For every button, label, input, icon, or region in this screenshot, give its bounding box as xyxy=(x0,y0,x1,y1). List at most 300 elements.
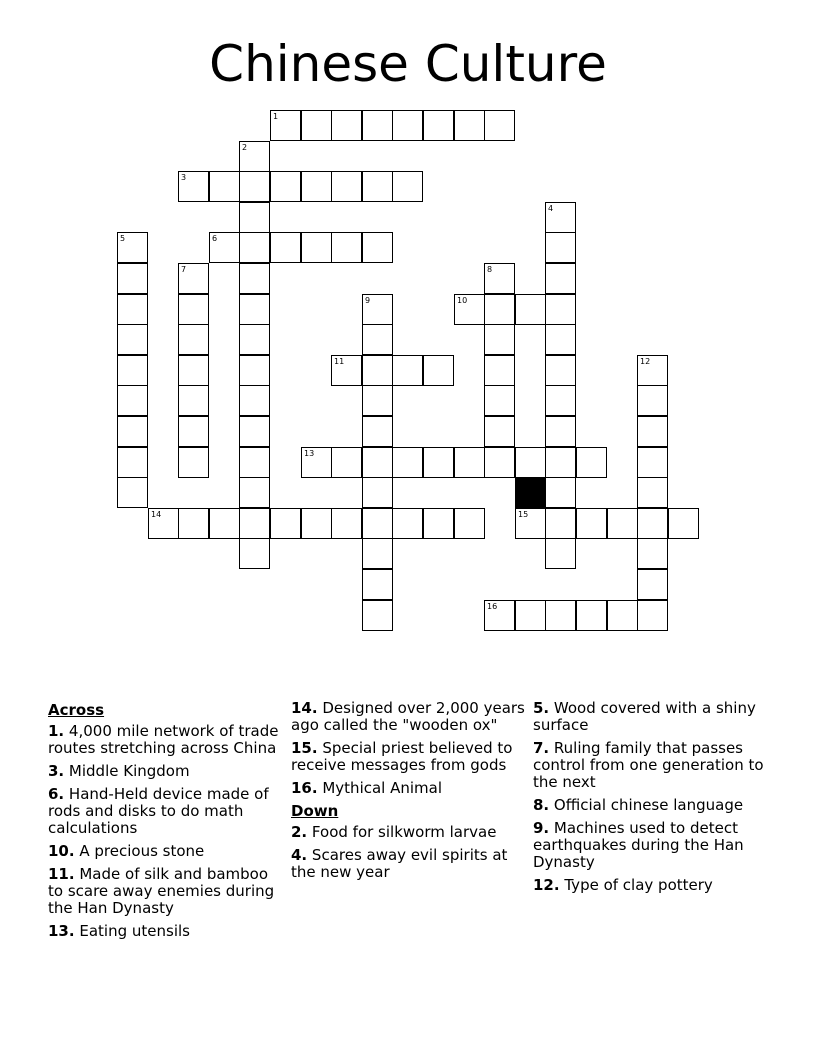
grid-cell[interactable] xyxy=(362,447,393,478)
grid-cell[interactable] xyxy=(362,324,393,355)
cell-letter-input[interactable] xyxy=(118,417,147,446)
clue-number: 8. xyxy=(533,796,550,814)
cell-letter-input[interactable] xyxy=(363,417,392,446)
grid-cell[interactable] xyxy=(362,416,393,447)
cell-letter-input[interactable] xyxy=(516,448,545,477)
cell-number: 8 xyxy=(487,265,493,274)
cell-letter-input[interactable] xyxy=(332,448,361,477)
cell-letter-input[interactable] xyxy=(210,509,239,538)
cell-letter-input[interactable] xyxy=(363,172,392,201)
clue-across-10[interactable] xyxy=(48,843,284,860)
grid-cell[interactable] xyxy=(270,508,301,539)
cell-number: 3 xyxy=(181,173,187,182)
grid-cell[interactable] xyxy=(392,110,423,141)
grid-cell[interactable] xyxy=(545,232,576,263)
cell-letter-input[interactable] xyxy=(546,539,575,568)
grid-cell[interactable] xyxy=(239,355,270,386)
grid-cell[interactable] xyxy=(148,508,179,539)
grid-cell[interactable] xyxy=(209,232,240,263)
cell-letter-input[interactable] xyxy=(240,448,269,477)
cell-letter-input[interactable] xyxy=(332,233,361,262)
cell-letter-input[interactable] xyxy=(546,325,575,354)
cell-letter-input[interactable] xyxy=(240,509,269,538)
clue-across-13[interactable] xyxy=(48,923,284,940)
grid-cell[interactable] xyxy=(362,171,393,202)
clue-down-7[interactable] xyxy=(533,740,769,791)
clue-across-16[interactable] xyxy=(291,780,527,797)
grid-cell[interactable] xyxy=(331,232,362,263)
clue-number: 10. xyxy=(48,842,75,860)
grid-cell[interactable] xyxy=(362,110,393,141)
grid-cell[interactable] xyxy=(117,385,148,416)
grid-cell[interactable] xyxy=(484,294,515,325)
clue-text: Mythical Animal xyxy=(322,779,443,797)
grid-cell[interactable] xyxy=(484,600,515,631)
grid-cell[interactable] xyxy=(301,232,332,263)
cell-letter-input[interactable] xyxy=(363,448,392,477)
cell-letter-input[interactable] xyxy=(485,111,514,140)
cell-letter-input[interactable] xyxy=(485,601,514,630)
cell-letter-input[interactable] xyxy=(546,386,575,415)
grid-cell[interactable] xyxy=(545,477,576,508)
cell-number: 5 xyxy=(120,234,126,243)
cell-letter-input[interactable] xyxy=(302,111,331,140)
grid-cell[interactable] xyxy=(239,447,270,478)
cell-letter-input[interactable] xyxy=(546,601,575,630)
cell-number: 1 xyxy=(273,112,279,121)
grid-cell[interactable] xyxy=(545,324,576,355)
cell-letter-input[interactable] xyxy=(546,356,575,385)
grid-cell[interactable] xyxy=(270,171,301,202)
cell-letter-input[interactable] xyxy=(363,509,392,538)
cell-letter-input[interactable] xyxy=(669,509,698,538)
clue-number: 11. xyxy=(48,865,75,883)
cell-letter-input[interactable] xyxy=(179,264,208,293)
cell-letter-input[interactable] xyxy=(271,233,300,262)
grid-cell[interactable] xyxy=(117,355,148,386)
grid-cell[interactable] xyxy=(637,416,668,447)
cell-letter-input[interactable] xyxy=(271,172,300,201)
grid-cell[interactable] xyxy=(637,355,668,386)
grid-cell[interactable] xyxy=(545,447,576,478)
grid-cell[interactable] xyxy=(239,416,270,447)
grid-cell[interactable] xyxy=(545,263,576,294)
grid-cell[interactable] xyxy=(301,447,332,478)
cell-letter-input[interactable] xyxy=(118,325,147,354)
grid-cell[interactable] xyxy=(239,508,270,539)
cell-letter-input[interactable] xyxy=(485,356,514,385)
cell-letter-input[interactable] xyxy=(179,356,208,385)
cell-letter-input[interactable] xyxy=(577,448,606,477)
cell-letter-input[interactable] xyxy=(546,448,575,477)
cell-letter-input[interactable] xyxy=(149,509,178,538)
cell-letter-input[interactable] xyxy=(546,509,575,538)
cell-number: 6 xyxy=(212,234,218,243)
grid-cell[interactable] xyxy=(331,171,362,202)
clue-number: 4. xyxy=(291,846,308,864)
cell-letter-input[interactable] xyxy=(363,478,392,507)
clue-text: Official chinese language xyxy=(553,796,744,814)
cell-letter-input[interactable] xyxy=(516,509,545,538)
puzzle-title: Chinese Culture xyxy=(209,35,607,93)
grid-cell[interactable] xyxy=(209,508,240,539)
grid-cell[interactable] xyxy=(178,324,209,355)
cell-letter-input[interactable] xyxy=(210,233,239,262)
clue-number: 2. xyxy=(291,823,308,841)
grid-cell[interactable] xyxy=(484,416,515,447)
cell-letter-input[interactable] xyxy=(393,448,422,477)
cell-letter-input[interactable] xyxy=(240,295,269,324)
grid-cell[interactable] xyxy=(331,447,362,478)
clue-text: Hand-Held device made of rods and disks to do math calculations xyxy=(48,785,269,837)
cell-letter-input[interactable] xyxy=(424,356,453,385)
grid-cell[interactable] xyxy=(545,294,576,325)
grid-cell[interactable] xyxy=(362,294,393,325)
cell-letter-input[interactable] xyxy=(118,356,147,385)
grid-cell[interactable] xyxy=(454,447,485,478)
cell-letter-input[interactable] xyxy=(240,539,269,568)
cell-letter-input[interactable] xyxy=(455,509,484,538)
cell-letter-input[interactable] xyxy=(485,417,514,446)
cell-letter-input[interactable] xyxy=(210,172,239,201)
grid-cell[interactable] xyxy=(331,508,362,539)
cell-letter-input[interactable] xyxy=(393,509,422,538)
clue-down-2[interactable] xyxy=(291,824,527,841)
grid-cell[interactable] xyxy=(484,355,515,386)
grid-cell[interactable] xyxy=(515,600,546,631)
cell-letter-input[interactable] xyxy=(546,478,575,507)
cell-letter-input[interactable] xyxy=(179,386,208,415)
grid-cell[interactable] xyxy=(576,447,607,478)
cell-letter-input[interactable] xyxy=(516,601,545,630)
grid-cell[interactable] xyxy=(423,447,454,478)
cell-letter-input[interactable] xyxy=(240,417,269,446)
cell-letter-input[interactable] xyxy=(271,111,300,140)
grid-cell[interactable] xyxy=(545,416,576,447)
grid-cell[interactable] xyxy=(178,447,209,478)
cell-letter-input[interactable] xyxy=(638,601,667,630)
grid-cell[interactable] xyxy=(270,232,301,263)
grid-cell[interactable] xyxy=(607,508,638,539)
grid-cell[interactable] xyxy=(178,416,209,447)
cell-letter-input[interactable] xyxy=(179,448,208,477)
grid-cell[interactable] xyxy=(362,569,393,600)
grid-cell[interactable] xyxy=(239,263,270,294)
grid-cell[interactable] xyxy=(392,355,423,386)
cell-letter-input[interactable] xyxy=(240,264,269,293)
cell-letter-input[interactable] xyxy=(485,325,514,354)
grid-cell[interactable] xyxy=(362,508,393,539)
cell-letter-input[interactable] xyxy=(363,233,392,262)
cell-letter-input[interactable] xyxy=(240,356,269,385)
grid-cell[interactable] xyxy=(515,294,546,325)
cell-letter-input[interactable] xyxy=(363,356,392,385)
grid-cell[interactable] xyxy=(178,355,209,386)
cell-letter-input[interactable] xyxy=(455,448,484,477)
grid-cell[interactable] xyxy=(362,600,393,631)
grid-cell[interactable] xyxy=(637,508,668,539)
cell-letter-input[interactable] xyxy=(332,509,361,538)
cell-letter-input[interactable] xyxy=(424,111,453,140)
cell-letter-input[interactable] xyxy=(332,111,361,140)
cell-letter-input[interactable] xyxy=(638,448,667,477)
cell-letter-input[interactable] xyxy=(485,448,514,477)
cell-number: 2 xyxy=(242,143,248,152)
grid-cell[interactable] xyxy=(545,508,576,539)
grid-cell[interactable] xyxy=(239,477,270,508)
cell-number: 11 xyxy=(334,357,345,366)
clue-text: Machines used to detect earthquakes during the Han Dynasty xyxy=(533,819,744,871)
grid-cell[interactable] xyxy=(545,355,576,386)
cell-letter-input[interactable] xyxy=(363,295,392,324)
grid-cell[interactable] xyxy=(239,141,270,172)
clue-across-6[interactable] xyxy=(48,786,284,837)
grid-cell[interactable] xyxy=(545,538,576,569)
cell-letter-input[interactable] xyxy=(240,172,269,201)
grid-cell[interactable] xyxy=(117,294,148,325)
clue-number: 1. xyxy=(48,722,65,740)
cell-letter-input[interactable] xyxy=(118,386,147,415)
clue-down-12[interactable] xyxy=(533,877,769,894)
grid-cell[interactable] xyxy=(117,324,148,355)
cell-number: 10 xyxy=(457,296,468,305)
grid-cell[interactable] xyxy=(301,508,332,539)
grid-cell[interactable] xyxy=(392,447,423,478)
grid-cell[interactable] xyxy=(423,110,454,141)
grid-cell[interactable] xyxy=(362,385,393,416)
cell-letter-input[interactable] xyxy=(240,142,269,171)
clue-across-1[interactable] xyxy=(48,723,284,757)
grid-cell[interactable] xyxy=(239,202,270,233)
grid-cell[interactable] xyxy=(484,263,515,294)
grid-cell[interactable] xyxy=(454,294,485,325)
cell-letter-input[interactable] xyxy=(363,386,392,415)
grid-cell[interactable] xyxy=(515,508,546,539)
cell-letter-input[interactable] xyxy=(240,233,269,262)
grid-cell[interactable] xyxy=(423,508,454,539)
cell-letter-input[interactable] xyxy=(179,172,208,201)
cell-letter-input[interactable] xyxy=(638,539,667,568)
cell-letter-input[interactable] xyxy=(638,356,667,385)
cell-letter-input[interactable] xyxy=(332,172,361,201)
cell-letter-input[interactable] xyxy=(179,325,208,354)
across-heading: Across xyxy=(48,701,105,719)
cell-letter-input[interactable] xyxy=(638,417,667,446)
cell-letter-input[interactable] xyxy=(179,295,208,324)
grid-cell[interactable] xyxy=(117,477,148,508)
clue-down-4[interactable] xyxy=(291,847,527,881)
grid-cell[interactable] xyxy=(178,294,209,325)
cell-letter-input[interactable] xyxy=(363,570,392,599)
cell-letter-input[interactable] xyxy=(485,264,514,293)
grid-cell[interactable] xyxy=(545,600,576,631)
grid-cell[interactable] xyxy=(515,447,546,478)
grid-cell[interactable] xyxy=(637,569,668,600)
grid-cell[interactable] xyxy=(239,232,270,263)
cell-letter-input[interactable] xyxy=(240,325,269,354)
grid-cell[interactable] xyxy=(576,508,607,539)
grid-cell[interactable] xyxy=(331,110,362,141)
grid-cell[interactable] xyxy=(209,171,240,202)
cell-letter-input[interactable] xyxy=(485,386,514,415)
grid-cell[interactable] xyxy=(484,110,515,141)
grid-cell[interactable] xyxy=(392,171,423,202)
cell-letter-input[interactable] xyxy=(638,478,667,507)
cell-letter-input[interactable] xyxy=(424,448,453,477)
grid-cell[interactable] xyxy=(484,324,515,355)
grid-cell[interactable] xyxy=(545,202,576,233)
grid-cell[interactable] xyxy=(331,355,362,386)
clue-text: Middle Kingdom xyxy=(68,762,190,780)
grid-cell[interactable] xyxy=(178,508,209,539)
grid-cell[interactable] xyxy=(117,232,148,263)
grid-cell[interactable] xyxy=(637,477,668,508)
grid-cell[interactable] xyxy=(545,385,576,416)
cell-letter-input[interactable] xyxy=(546,233,575,262)
cell-number: 13 xyxy=(304,449,315,458)
grid-cell[interactable] xyxy=(117,447,148,478)
grid-cell[interactable] xyxy=(301,110,332,141)
cell-letter-input[interactable] xyxy=(455,111,484,140)
cell-letter-input[interactable] xyxy=(608,509,637,538)
cell-letter-input[interactable] xyxy=(118,264,147,293)
clue-number: 14. xyxy=(291,699,318,717)
cell-letter-input[interactable] xyxy=(302,509,331,538)
cell-letter-input[interactable] xyxy=(638,570,667,599)
grid-cell[interactable] xyxy=(178,385,209,416)
clue-text: Ruling family that passes control from one generation to the next xyxy=(533,739,764,791)
clue-down-9[interactable] xyxy=(533,820,769,871)
cell-letter-input[interactable] xyxy=(546,417,575,446)
cell-letter-input[interactable] xyxy=(240,386,269,415)
cell-letter-input[interactable] xyxy=(577,509,606,538)
clue-down-5[interactable] xyxy=(533,700,769,734)
cell-letter-input[interactable] xyxy=(546,264,575,293)
grid-cell[interactable] xyxy=(454,110,485,141)
grid-cell[interactable] xyxy=(270,110,301,141)
cell-letter-input[interactable] xyxy=(608,601,637,630)
cell-letter-input[interactable] xyxy=(393,172,422,201)
grid-cell[interactable] xyxy=(637,538,668,569)
clue-column-2 xyxy=(291,700,527,887)
clue-text: Eating utensils xyxy=(79,922,190,940)
cell-letter-input[interactable] xyxy=(302,233,331,262)
cell-letter-input[interactable] xyxy=(118,295,147,324)
cell-letter-input[interactable] xyxy=(485,295,514,324)
grid-cell[interactable] xyxy=(117,416,148,447)
cell-letter-input[interactable] xyxy=(332,356,361,385)
clue-across-11[interactable] xyxy=(48,866,284,917)
cell-letter-input[interactable] xyxy=(455,295,484,324)
cell-letter-input[interactable] xyxy=(638,386,667,415)
cell-letter-input[interactable] xyxy=(118,233,147,262)
cell-letter-input[interactable] xyxy=(363,111,392,140)
grid-cell[interactable] xyxy=(239,171,270,202)
grid-cell[interactable] xyxy=(239,538,270,569)
clue-across-15[interactable] xyxy=(291,740,527,774)
grid-cell[interactable] xyxy=(637,385,668,416)
clue-across-3[interactable] xyxy=(48,763,284,780)
black-square xyxy=(515,477,546,508)
clue-number: 9. xyxy=(533,819,550,837)
grid-cell[interactable] xyxy=(362,355,393,386)
cell-letter-input[interactable] xyxy=(179,509,208,538)
grid-cell[interactable] xyxy=(454,508,485,539)
clue-number: 15. xyxy=(291,739,318,757)
grid-cell[interactable] xyxy=(637,447,668,478)
clue-down-8[interactable] xyxy=(533,797,769,814)
clue-text: Type of clay pottery xyxy=(564,876,713,894)
grid-cell[interactable] xyxy=(117,263,148,294)
grid-cell[interactable] xyxy=(484,385,515,416)
clue-text: A precious stone xyxy=(79,842,205,860)
cell-letter-input[interactable] xyxy=(424,509,453,538)
cell-letter-input[interactable] xyxy=(393,356,422,385)
grid-cell[interactable] xyxy=(392,508,423,539)
cell-number: 4 xyxy=(548,204,554,213)
cell-letter-input[interactable] xyxy=(118,448,147,477)
cell-letter-input[interactable] xyxy=(363,601,392,630)
cell-number: 12 xyxy=(640,357,651,366)
grid-cell[interactable] xyxy=(362,538,393,569)
grid-cell[interactable] xyxy=(239,324,270,355)
grid-cell[interactable] xyxy=(239,294,270,325)
cell-letter-input[interactable] xyxy=(240,203,269,232)
cell-letter-input[interactable] xyxy=(516,295,545,324)
grid-cell[interactable] xyxy=(178,171,209,202)
cell-letter-input[interactable] xyxy=(577,601,606,630)
clue-text: Scares away evil spirits at the new year xyxy=(291,846,508,881)
cell-letter-input[interactable] xyxy=(240,478,269,507)
cell-letter-input[interactable] xyxy=(179,417,208,446)
grid-cell[interactable] xyxy=(668,508,699,539)
grid-cell[interactable] xyxy=(362,232,393,263)
cell-letter-input[interactable] xyxy=(302,172,331,201)
clue-column-3 xyxy=(533,700,769,900)
grid-cell[interactable] xyxy=(607,600,638,631)
clue-column-1 xyxy=(48,700,284,946)
grid-cell[interactable] xyxy=(637,600,668,631)
clue-number: 7. xyxy=(533,739,550,757)
clue-text: Food for silkworm larvae xyxy=(311,823,497,841)
cell-letter-input[interactable] xyxy=(302,448,331,477)
clue-across-14[interactable] xyxy=(291,700,527,734)
clue-text: Designed over 2,000 years ago called the "wooden ox" xyxy=(291,699,525,734)
cell-letter-input[interactable] xyxy=(271,509,300,538)
cell-letter-input[interactable] xyxy=(546,295,575,324)
cell-letter-input[interactable] xyxy=(363,539,392,568)
grid-cell[interactable] xyxy=(301,171,332,202)
clue-text: Wood covered with a shiny surface xyxy=(533,699,756,734)
grid-cell[interactable] xyxy=(362,477,393,508)
cell-letter-input[interactable] xyxy=(638,509,667,538)
cell-letter-input[interactable] xyxy=(363,325,392,354)
clue-text: Special priest believed to receive messages from gods xyxy=(291,739,513,774)
grid-cell[interactable] xyxy=(576,600,607,631)
grid-cell[interactable] xyxy=(423,355,454,386)
clue-number: 12. xyxy=(533,876,560,894)
grid-cell[interactable] xyxy=(178,263,209,294)
down-heading: Down xyxy=(291,802,339,820)
cell-letter-input[interactable] xyxy=(546,203,575,232)
cell-number: 16 xyxy=(487,602,498,611)
grid-cell[interactable] xyxy=(484,447,515,478)
clue-number: 13. xyxy=(48,922,75,940)
cell-number: 7 xyxy=(181,265,187,274)
cell-letter-input[interactable] xyxy=(393,111,422,140)
cell-letter-input[interactable] xyxy=(118,478,147,507)
grid-cell[interactable] xyxy=(239,385,270,416)
